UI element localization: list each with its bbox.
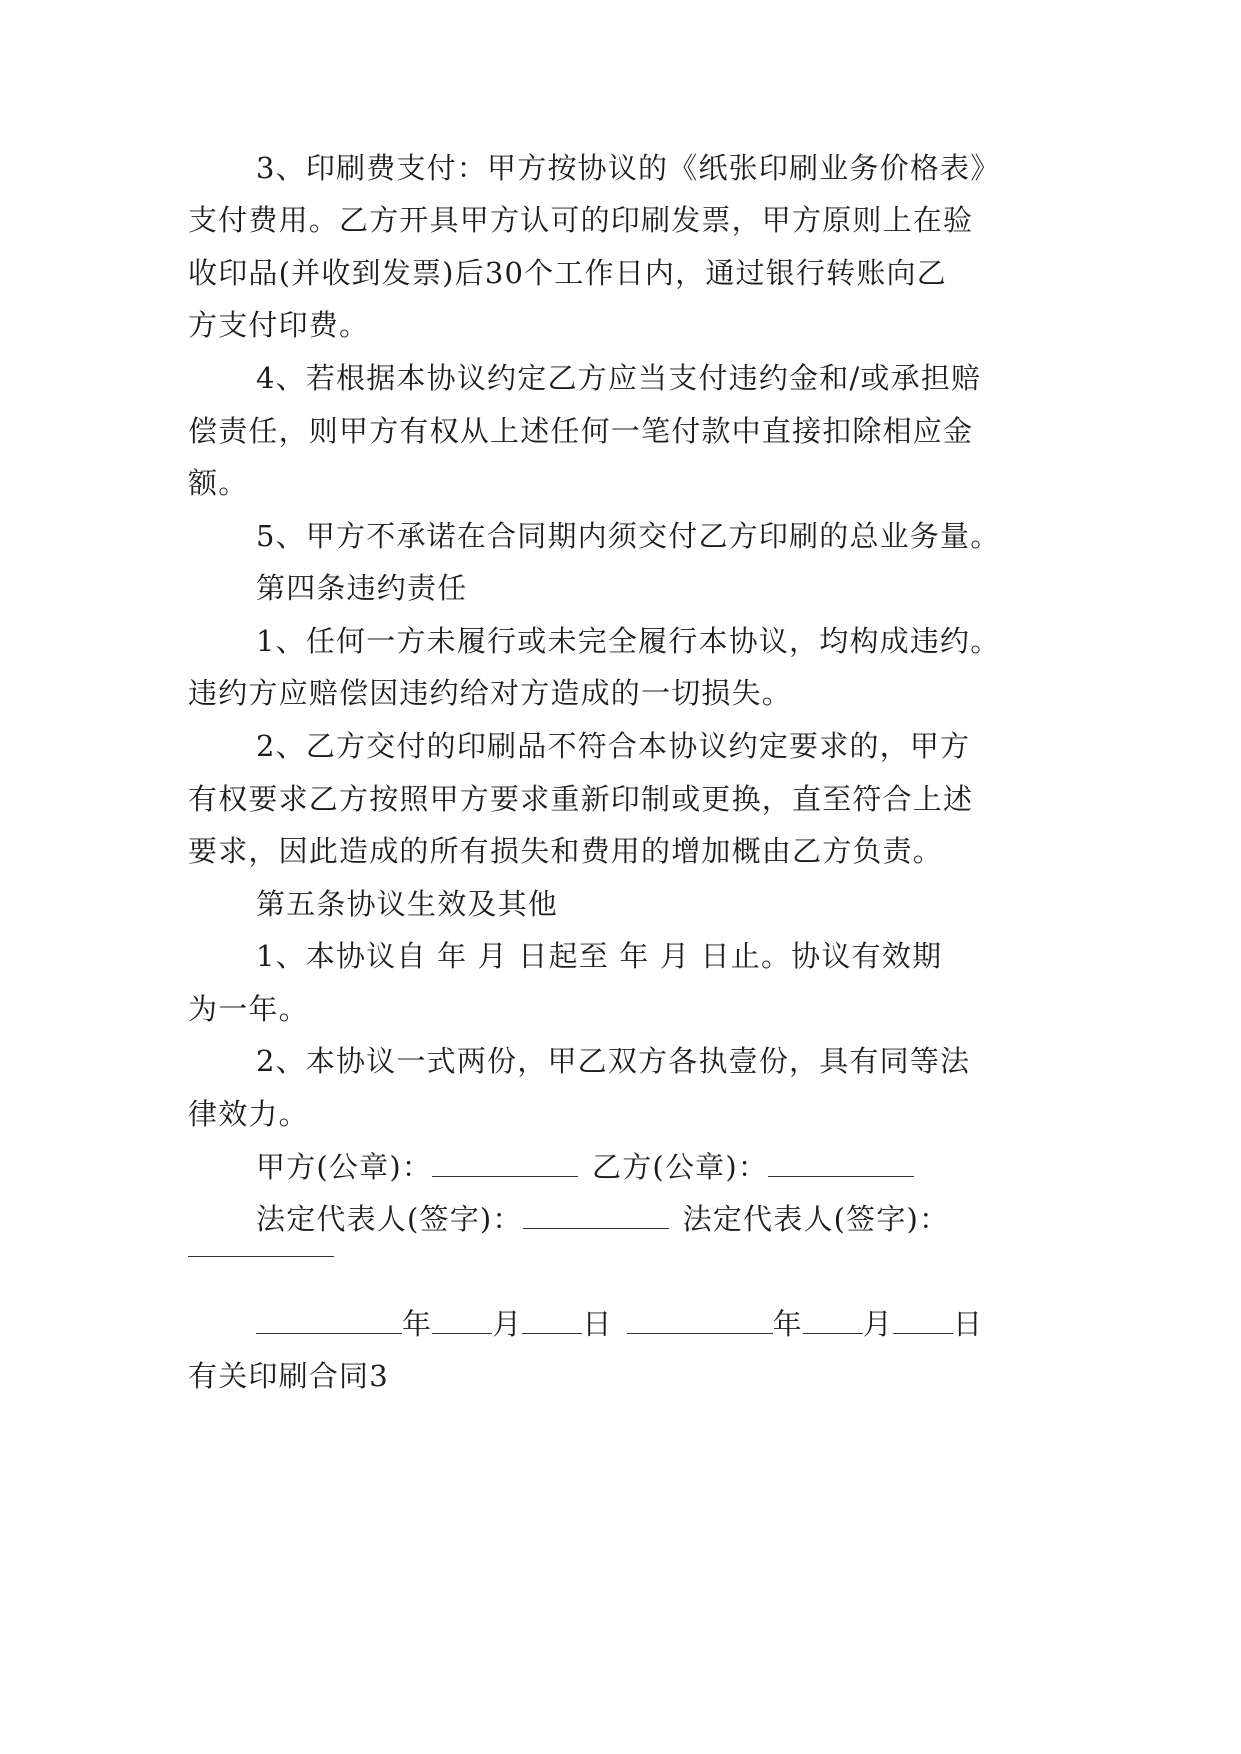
party-b-month-label: 月	[862, 1307, 894, 1341]
party-a-year-blank[interactable]	[256, 1307, 402, 1334]
article-4-item-2-line-1: 2、乙方交付的印刷品不符合本协议约定要求的，甲方	[256, 729, 971, 763]
party-a-seal-blank[interactable]	[432, 1150, 578, 1177]
party-b-representative-label: 法定代表人(签字)：	[682, 1202, 950, 1236]
seal-line	[256, 1147, 914, 1187]
party-a-year-label: 年	[402, 1307, 433, 1341]
article-4-item-2-line-3: 要求，因此造成的所有损失和费用的增加概由乙方负责。	[188, 834, 944, 868]
party-a-representative-blank[interactable]	[523, 1202, 669, 1229]
clause-3-line-1: 3、印刷费支付：甲方按协议的《纸张印刷业务价格表》	[256, 151, 1001, 185]
clause-3-line-2: 支付费用。乙方开具甲方认可的印刷发票，甲方原则上在验	[188, 203, 974, 237]
party-b-day-label: 日	[953, 1307, 984, 1341]
clause-3-line-3: 收印品(并收到发票)后30个工作日内，通过银行转账向乙	[188, 256, 947, 290]
clause-4-line-1: 4、若根据本协议约定乙方应当支付违约金和/或承担赔	[256, 361, 982, 395]
clause-4-line-2: 偿责任，则甲方有权从上述任何一笔付款中直接扣除相应金	[188, 414, 974, 448]
clause-3-line-4: 方支付印费。	[188, 308, 370, 342]
article-5-item-2-line-1: 2、本协议一式两份，甲乙双方各执壹份，具有同等法	[256, 1044, 971, 1078]
party-b-representative-blank[interactable]	[188, 1256, 334, 1257]
party-b-seal-label: 乙方(公章)：	[592, 1150, 769, 1184]
party-b-day-blank[interactable]	[893, 1307, 953, 1334]
clause-5-line-1: 5、甲方不承诺在合同期内须交付乙方印刷的总业务量。	[256, 519, 1001, 553]
party-a-day-label: 日	[582, 1307, 613, 1341]
article-4-title: 第四条违约责任	[256, 571, 468, 605]
clause-4-line-3: 额。	[188, 466, 249, 500]
article-5-item-1-line-1: 1、本协议自 年 月 日起至 年 月 日止。协议有效期	[256, 939, 943, 973]
party-a-month-label: 月	[492, 1307, 523, 1341]
article-4-item-1-line-1: 1、任何一方未履行或未完全履行本协议，均构成违约。	[256, 624, 1001, 658]
representative-line	[256, 1199, 949, 1239]
date-line	[256, 1304, 983, 1344]
party-a-month-blank[interactable]	[432, 1307, 492, 1334]
party-a-representative-label: 法定代表人(签字)：	[256, 1202, 523, 1236]
party-b-year-blank[interactable]	[627, 1307, 773, 1334]
article-4-item-1-line-2: 违约方应赔偿因违约给对方造成的一切损失。	[188, 676, 793, 710]
party-b-year-label: 年	[772, 1307, 803, 1341]
party-b-seal-blank[interactable]	[768, 1150, 914, 1177]
article-4-item-2-line-2: 有权要求乙方按照甲方要求重新印制或更换，直至符合上述	[188, 782, 974, 816]
party-a-seal-label: 甲方(公章)：	[256, 1150, 433, 1184]
party-a-day-blank[interactable]	[522, 1307, 582, 1334]
article-5-item-1-line-2: 为一年。	[188, 992, 309, 1026]
article-5-item-2-line-2: 律效力。	[188, 1097, 309, 1131]
next-document-heading: 有关印刷合同3	[188, 1359, 389, 1393]
article-5-title: 第五条协议生效及其他	[256, 887, 559, 921]
party-b-month-blank[interactable]	[803, 1307, 863, 1334]
